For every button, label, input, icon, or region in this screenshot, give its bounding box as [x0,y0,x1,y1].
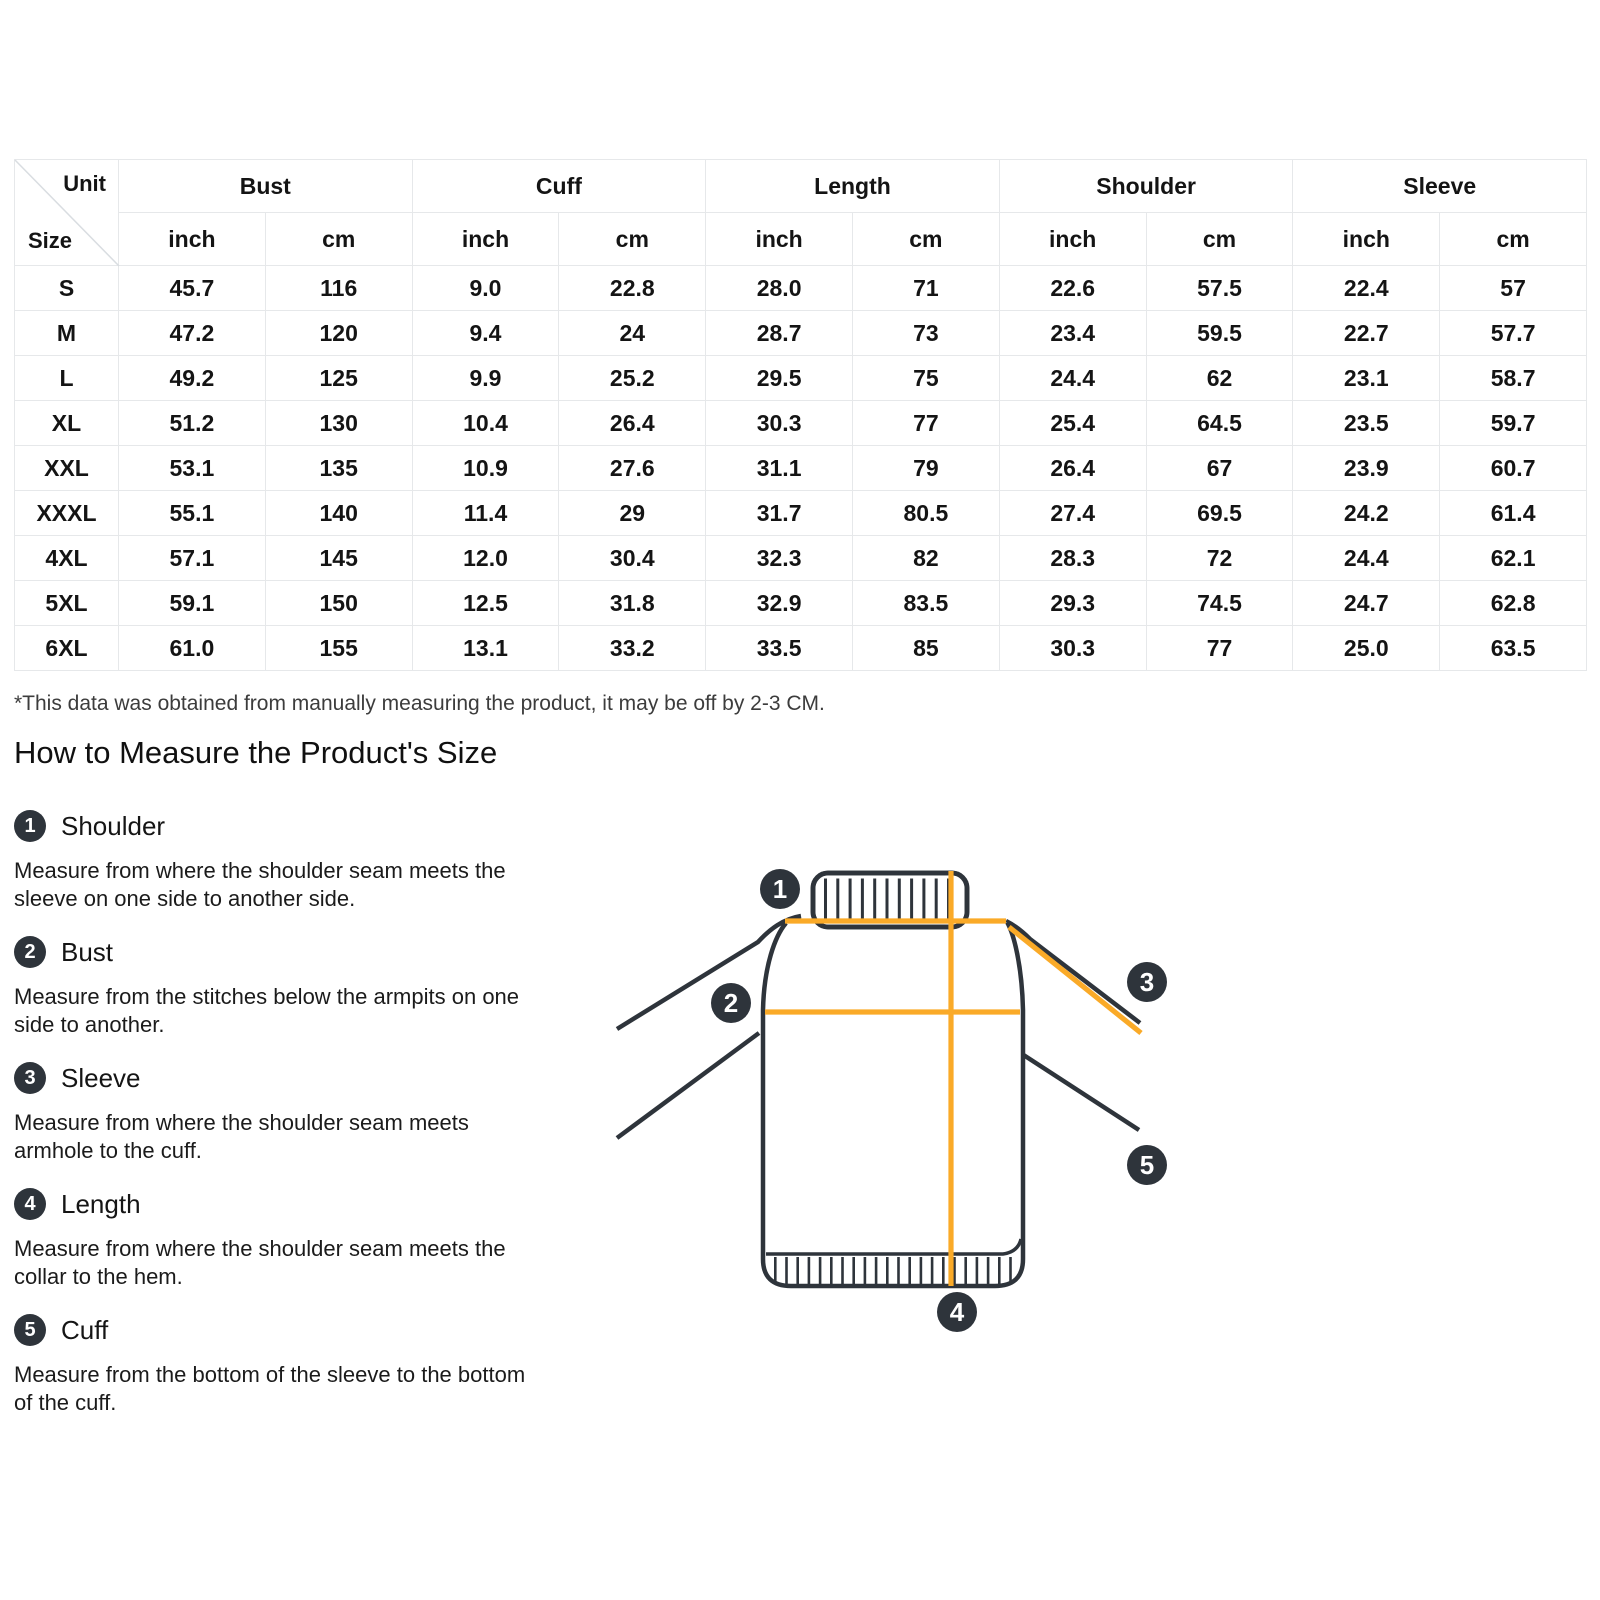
value-cell: 26.4 [559,401,706,446]
value-cell: 12.0 [412,536,559,581]
value-cell: 33.2 [559,626,706,671]
value-cell: 24.2 [1293,491,1440,536]
value-cell: 28.7 [706,311,853,356]
sleeve-measure-line [1009,927,1141,1033]
value-cell: 32.3 [706,536,853,581]
number-badge: 1 [14,810,46,842]
measure-item-description [14,857,594,913]
value-cell: 9.9 [412,356,559,401]
value-cell: 9.4 [412,311,559,356]
measure-item-title: Sleeve [61,1062,141,1093]
value-cell: 125 [265,356,412,401]
measure-item-bust [14,936,594,1039]
measure-item-title: Cuff [61,1314,109,1345]
description-line: Measure from where the shoulder seam meets the [14,1236,506,1261]
group-header-bust: Bust [119,160,413,213]
value-cell: 150 [265,581,412,626]
value-cell: 25.2 [559,356,706,401]
size-cell: L [15,356,119,401]
size-table [14,159,1587,671]
table-row [15,266,1587,311]
value-cell: 33.5 [706,626,853,671]
size-cell: 6XL [15,626,119,671]
value-cell: 62.1 [1440,536,1587,581]
table-footnote: *This data was obtained from manually measuring the product, it may be off by 2-3 CM. [14,692,825,715]
value-cell: 22.7 [1293,311,1440,356]
value-cell: 26.4 [999,446,1146,491]
value-cell: 27.4 [999,491,1146,536]
value-cell: 64.5 [1146,401,1293,446]
svg-text:5: 5 [1139,1150,1155,1180]
size-cell: 4XL [15,536,119,581]
value-cell: 62 [1146,356,1293,401]
value-cell: 11.4 [412,491,559,536]
value-cell: 74.5 [1146,581,1293,626]
table-row [15,581,1587,626]
value-cell: 80.5 [853,491,1000,536]
measure-item-head [14,936,594,968]
group-header-sleeve: Sleeve [1293,160,1587,213]
unit-header: cm [265,213,412,266]
value-cell: 61.0 [119,626,266,671]
corner-label-unit: Unit [63,171,106,196]
value-cell: 45.7 [119,266,266,311]
table-group-header-row [15,160,1587,213]
garment-measure-diagram [590,840,1155,1340]
value-cell: 59.1 [119,581,266,626]
right-sleeve-bottom-edge [1022,1054,1139,1130]
value-cell: 135 [265,446,412,491]
value-cell: 23.1 [1293,356,1440,401]
value-cell: 25.0 [1293,626,1440,671]
description-line: armhole to the cuff. [14,1138,202,1163]
measure-item-title: Shoulder [61,810,166,841]
value-cell: 49.2 [119,356,266,401]
value-cell: 13.1 [412,626,559,671]
value-cell: 9.0 [412,266,559,311]
diagram-badge-5 [1127,1145,1167,1185]
value-cell: 25.4 [999,401,1146,446]
group-header-length: Length [706,160,1000,213]
unit-header: inch [119,213,266,266]
value-cell: 71 [853,266,1000,311]
value-cell: 140 [265,491,412,536]
number-badge: 3 [14,1062,46,1094]
value-cell: 75 [853,356,1000,401]
value-cell: 31.7 [706,491,853,536]
table-row [15,446,1587,491]
value-cell: 31.8 [559,581,706,626]
value-cell: 22.8 [559,266,706,311]
value-cell: 57.7 [1440,311,1587,356]
measure-item-title: Bust [61,936,114,967]
size-cell: M [15,311,119,356]
description-line: of the cuff. [14,1390,117,1415]
value-cell: 30.4 [559,536,706,581]
value-cell: 10.4 [412,401,559,446]
measure-item-title: Length [61,1188,141,1219]
body-fill [763,922,1023,1286]
description-line: Measure from the bottom of the sleeve to the bottom [14,1362,526,1387]
measure-item-head [14,1188,594,1220]
measure-item-description [14,1361,594,1417]
value-cell: 82 [853,536,1000,581]
unit-header: cm [1440,213,1587,266]
size-cell: XXL [15,446,119,491]
value-cell: 77 [1146,626,1293,671]
measure-item-length [14,1188,594,1291]
size-cell: XL [15,401,119,446]
value-cell: 29.5 [706,356,853,401]
table-row [15,356,1587,401]
value-cell: 57 [1440,266,1587,311]
value-cell: 23.5 [1293,401,1440,446]
table-row [15,401,1587,446]
size-cell: 5XL [15,581,119,626]
value-cell: 23.9 [1293,446,1440,491]
value-cell: 85 [853,626,1000,671]
unit-header: inch [999,213,1146,266]
unit-header: inch [1293,213,1440,266]
value-cell: 10.9 [412,446,559,491]
right-sleeve-top-edge [1006,921,1140,1023]
value-cell: 130 [265,401,412,446]
value-cell: 59.7 [1440,401,1587,446]
value-cell: 145 [265,536,412,581]
description-line: side to another. [14,1012,165,1037]
value-cell: 62.8 [1440,581,1587,626]
value-cell: 53.1 [119,446,266,491]
number-badge: 5 [14,1314,46,1346]
unit-header: cm [559,213,706,266]
value-cell: 67 [1146,446,1293,491]
measure-item-description [14,1235,594,1291]
table-unit-header-row [15,213,1587,266]
value-cell: 32.9 [706,581,853,626]
unit-header: cm [853,213,1000,266]
value-cell: 23.4 [999,311,1146,356]
value-cell: 59.5 [1146,311,1293,356]
size-cell: XXXL [15,491,119,536]
description-line: Measure from where the shoulder seam meets [14,1110,469,1135]
value-cell: 60.7 [1440,446,1587,491]
value-cell: 29.3 [999,581,1146,626]
value-cell: 77 [853,401,1000,446]
value-cell: 24.7 [1293,581,1440,626]
measure-item-sleeve [14,1062,594,1165]
table-row [15,626,1587,671]
svg-text:2: 2 [723,988,739,1018]
number-badge: 2 [14,936,46,968]
value-cell: 69.5 [1146,491,1293,536]
value-cell: 61.4 [1440,491,1587,536]
value-cell: 72 [1146,536,1293,581]
measure-item-head [14,1062,594,1094]
measure-item-description [14,1109,594,1165]
value-cell: 28.3 [999,536,1146,581]
diagram-badge-2 [711,983,751,1023]
value-cell: 22.4 [1293,266,1440,311]
value-cell: 116 [265,266,412,311]
value-cell: 24 [559,311,706,356]
value-cell: 79 [853,446,1000,491]
value-cell: 63.5 [1440,626,1587,671]
description-line: Measure from the stitches below the armpits on one [14,984,520,1009]
value-cell: 57.1 [119,536,266,581]
value-cell: 24.4 [999,356,1146,401]
value-cell: 12.5 [412,581,559,626]
value-cell: 28.0 [706,266,853,311]
value-cell: 58.7 [1440,356,1587,401]
corner-label-size: Size [28,228,73,253]
number-badge: 4 [14,1188,46,1220]
table-row [15,491,1587,536]
description-line: Measure from where the shoulder seam meets the [14,858,506,883]
value-cell: 73 [853,311,1000,356]
table-corner-cell [15,160,119,266]
value-cell: 155 [265,626,412,671]
value-cell: 57.5 [1146,266,1293,311]
description-line: collar to the hem. [14,1264,183,1289]
value-cell: 83.5 [853,581,1000,626]
svg-text:1: 1 [772,874,788,904]
measure-item-description [14,983,594,1039]
measure-instructions-list [14,810,594,1440]
value-cell: 55.1 [119,491,266,536]
unit-header: inch [706,213,853,266]
howto-heading: How to Measure the Product's Size [14,735,498,770]
value-cell: 22.6 [999,266,1146,311]
value-cell: 120 [265,311,412,356]
value-cell: 30.3 [999,626,1146,671]
measure-item-head [14,810,594,842]
measure-item-cuff [14,1314,594,1417]
group-header-cuff: Cuff [412,160,706,213]
value-cell: 31.1 [706,446,853,491]
unit-header: cm [1146,213,1293,266]
value-cell: 47.2 [119,311,266,356]
svg-text:4: 4 [949,1297,965,1327]
measure-item-head [14,1314,594,1346]
table-row [15,311,1587,356]
diagram-badge-1 [760,869,800,909]
value-cell: 51.2 [119,401,266,446]
value-cell: 30.3 [706,401,853,446]
measure-item-shoulder [14,810,594,913]
value-cell: 27.6 [559,446,706,491]
group-header-shoulder: Shoulder [999,160,1293,213]
description-line: sleeve on one side to another side. [14,886,356,911]
left-sleeve-bottom-edge [617,1033,759,1138]
value-cell: 29 [559,491,706,536]
unit-header: inch [412,213,559,266]
diagram-badge-4 [937,1292,977,1332]
svg-text:3: 3 [1139,967,1155,997]
table-row [15,536,1587,581]
value-cell: 24.4 [1293,536,1440,581]
diagram-badge-3 [1127,962,1167,1002]
size-cell: S [15,266,119,311]
